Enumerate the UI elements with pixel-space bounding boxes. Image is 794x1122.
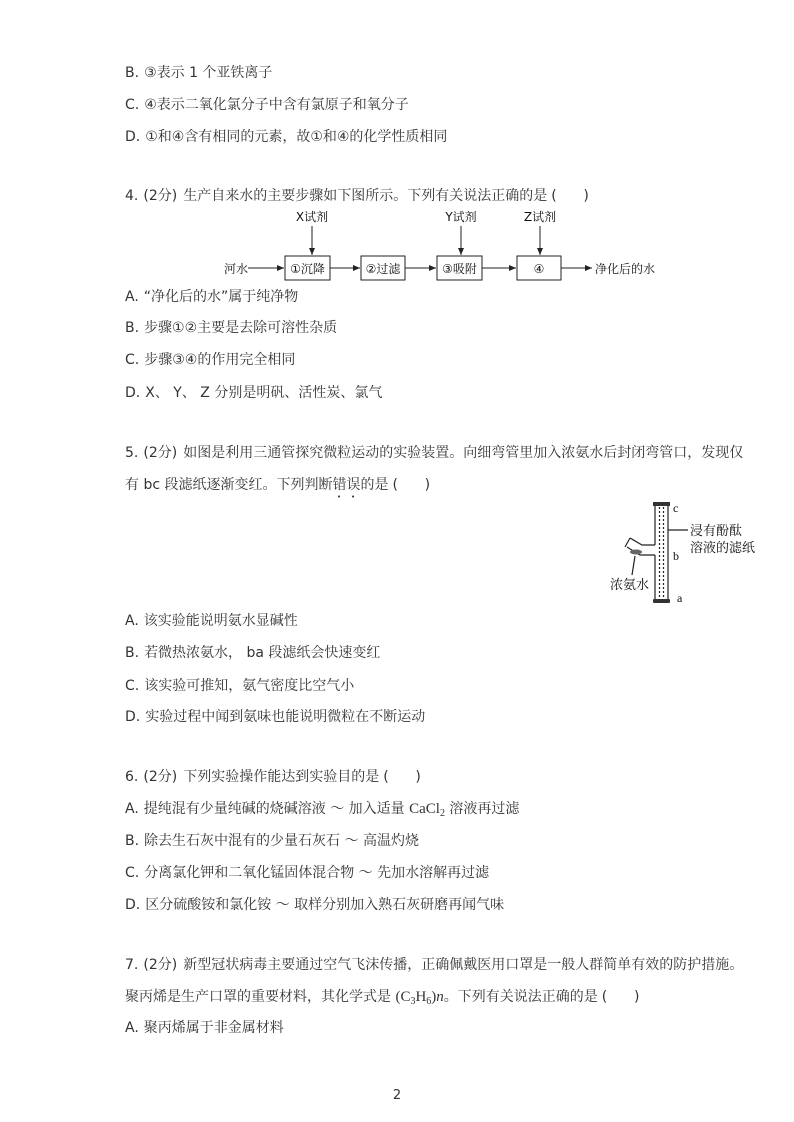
q6-option-c: [125, 864, 489, 882]
formula-subscript: 3: [410, 996, 416, 1007]
question-number: 4.: [125, 188, 139, 204]
water-treatment-flow-diagram: [210, 205, 670, 290]
option-text: 溶液再过滤: [444, 801, 520, 817]
q4-option-c: [125, 351, 295, 369]
option-label: A.: [125, 801, 139, 817]
option-label: A.: [125, 613, 139, 629]
question-text: 如图是利用三通管探究微粒运动的实验装置。向细弯管里加入浓氨水后封闭弯管口，发现仅: [183, 445, 744, 461]
step-label-sedimentation: ①沉降: [290, 262, 325, 276]
option-text: 区分硫酸铵和氯化铵 ～ 取样分别加入熟石灰研磨再闻气味: [145, 897, 505, 913]
tube-top-cap: [653, 502, 670, 506]
q5-option-c: [125, 677, 354, 695]
answer-blank: ( ): [392, 477, 431, 493]
question-number: 7.: [125, 957, 139, 973]
ammonia-liquid: [630, 550, 642, 555]
filter-paper-label-line1: 浸有酚酞: [690, 524, 743, 539]
option-text: 步骤①②主要是去除可溶性杂质: [144, 320, 338, 336]
q6-option-b: [125, 832, 419, 850]
option-label: D.: [125, 385, 141, 401]
point-c-label: c: [673, 501, 679, 515]
question-text: 的是: [360, 477, 389, 493]
option-label: D.: [125, 897, 141, 913]
chemical-formula: [409, 801, 445, 817]
option-label: C.: [125, 678, 140, 694]
question-text: 有 bc 段滤纸逐渐变红。下列判断: [125, 477, 333, 493]
page-number: 2: [392, 1088, 402, 1103]
option-label: B.: [125, 320, 140, 336]
q5-option-d: [125, 708, 425, 726]
answer-blank: ( ): [601, 989, 640, 1005]
option-label: D.: [125, 709, 141, 725]
formula-subscript: 6: [426, 996, 432, 1007]
q5-option-b: [125, 644, 380, 662]
option-text: “净化后的水”属于纯净物: [143, 289, 299, 305]
answer-blank: ( ): [383, 769, 421, 785]
question-score: (2分): [143, 445, 178, 461]
question-text: 。下列有关说法正确的是: [443, 989, 598, 1005]
formula-part: H: [415, 989, 427, 1005]
option-text: 提纯混有少量纯碱的烧碱溶液 ～ 加入适量: [143, 801, 410, 817]
option-label: D.: [125, 129, 141, 145]
answer-blank: ( ): [551, 188, 589, 204]
side-branch-top-wall: [630, 538, 655, 545]
prev-option-c: [125, 96, 409, 114]
option-label: A.: [125, 289, 139, 305]
option-text: 实验过程中闻到氨味也能说明微粒在不断运动: [145, 709, 426, 725]
option-text: ③表示 1 个亚铁离子: [144, 65, 273, 81]
q5-stem-line2: [125, 476, 430, 494]
q4-option-b: [125, 319, 337, 337]
q6-option-a: [125, 800, 519, 818]
output-label: 净化后的水: [595, 262, 656, 276]
step-label-four: ④: [533, 262, 545, 276]
q6-stem: [125, 768, 421, 786]
tube-bottom-cap: [653, 599, 670, 603]
question-number: 5.: [125, 445, 139, 461]
q4-option-a: [125, 288, 298, 306]
option-label: C.: [125, 352, 140, 368]
question-score: (2分): [143, 188, 178, 204]
question-text: 聚丙烯是生产口罩的重要材料，其化学式是: [125, 989, 396, 1005]
option-text: 分离氯化钾和二氧化锰固体混合物 ～ 先加水溶解再过滤: [144, 865, 490, 881]
option-text: ①和④含有相同的元素，故①和④的化学性质相同: [145, 129, 448, 145]
point-b-label: b: [673, 549, 679, 563]
filter-paper-label-line2: 溶液的滤纸: [690, 541, 756, 556]
question-number: 6.: [125, 769, 139, 785]
step-label-adsorption: ③吸附: [442, 262, 477, 276]
q4-option-d: [125, 384, 382, 402]
option-text: 除去生石灰中混有的少量石灰石 ～ 高温灼烧: [144, 833, 419, 849]
formula-subscript: 2: [439, 808, 445, 819]
ammonia-leader-line: [632, 556, 635, 575]
q7-option-a: [125, 1019, 284, 1037]
option-text: X、 Y、 Z 分别是明矾、活性炭、氯气: [145, 385, 383, 401]
prev-option-d: [125, 128, 447, 146]
formula-main: CaCl: [409, 801, 440, 817]
q7-stem-line2: [125, 988, 639, 1006]
option-label: A.: [125, 1020, 139, 1036]
formula-degree: n: [436, 989, 444, 1005]
option-text: 该实验能说明氨水显碱性: [143, 613, 298, 629]
chemical-formula: [395, 989, 443, 1005]
q5-option-a: [125, 612, 298, 630]
prev-option-b: [125, 64, 272, 82]
question-text: 下列实验操作能达到实验目的是: [183, 769, 380, 785]
option-text: 该实验可推知，氨气密度比空气小: [144, 678, 355, 694]
option-label: B.: [125, 645, 140, 661]
option-label: B.: [125, 833, 140, 849]
question-score: (2分): [143, 769, 178, 785]
option-label: C.: [125, 865, 140, 881]
formula-part: (C: [395, 989, 411, 1005]
option-label: C.: [125, 97, 140, 113]
option-text: 聚丙烯属于非金属材料: [143, 1020, 284, 1036]
option-text: 步骤③④的作用完全相同: [144, 352, 296, 368]
side-branch-end-cap: [625, 538, 630, 547]
q6-option-d: [125, 896, 504, 914]
option-label: B.: [125, 65, 140, 81]
option-text: 若微热浓氨水， ba 段滤纸会快速变红: [144, 645, 381, 661]
ammonia-label: 浓氨水: [610, 578, 650, 593]
question-text: 新型冠状病毒主要通过空气飞沫传播，正确佩戴医用口罩是一般人群简单有效的防护措施。: [183, 957, 744, 973]
question-text: 生产自来水的主要步骤如下图所示。下列有关说法正确的是: [183, 188, 548, 204]
option-text: ④表示二氧化氯分子中含有氯原子和氧分子: [144, 97, 409, 113]
point-a-label: a: [677, 591, 683, 605]
three-way-tube-diagram: [600, 495, 765, 610]
reagent-z-label: Z试剂: [523, 210, 557, 224]
emphasized-word: 错误: [332, 477, 361, 493]
q7-stem-line1: [125, 956, 743, 974]
reagent-x-label: X试剂: [295, 210, 329, 224]
q4-stem: [125, 187, 589, 205]
q5-stem-line1: [125, 444, 743, 462]
input-label: 河水: [224, 262, 249, 276]
step-label-filtration: ②过滤: [365, 262, 401, 276]
reagent-y-label: Y试剂: [445, 210, 477, 224]
formula-part: ): [431, 989, 437, 1005]
question-score: (2分): [143, 957, 178, 973]
